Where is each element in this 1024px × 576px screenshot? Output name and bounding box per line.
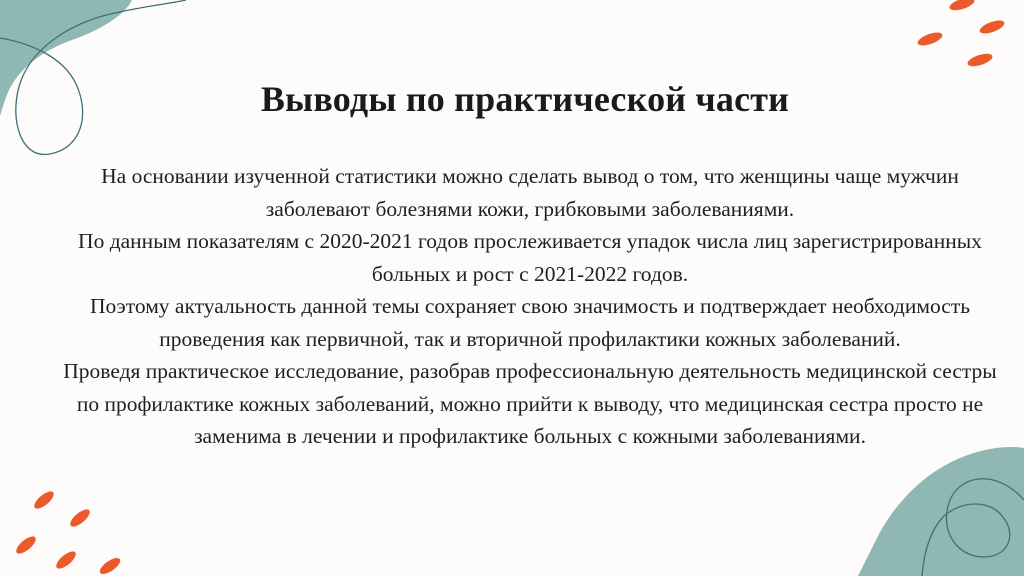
paragraph-relevance: Поэтому актуальность данной темы сохраняет свою значимость и подтверждает необходимость проведения как первичной, так и вторичной профилактики кожных заболеваний. <box>89 294 971 351</box>
accent-dash <box>97 555 122 576</box>
accent-dash <box>14 533 39 556</box>
bottom-right-blob <box>858 447 1024 576</box>
top-right-accent-dashes <box>916 0 1006 69</box>
accent-dash <box>978 18 1006 36</box>
slide-body <box>60 160 1000 453</box>
slide-title: Выводы по практической части <box>260 79 790 119</box>
accent-dash <box>916 30 944 48</box>
bottom-left-accent-dashes <box>14 488 123 576</box>
accent-dash <box>32 488 57 511</box>
accent-dash <box>966 51 994 69</box>
accent-dash <box>68 506 93 529</box>
paragraph-nurse-role: Проведя практическое исследование, разобрав профессиональную деятельность медицинской сестры по профилактике кожных заболеваний, можно прийти к выводу, что медицинская сестра просто не заменима в лечении и профилактике больных с кожными заболеваниями. <box>63 359 997 448</box>
paragraph-trend: По данным показателям с 2020-2021 годов прослеживается упадок числа лиц зарегистрированных больных и рост с 2021-2022 годов. <box>78 229 982 286</box>
accent-dash <box>54 548 79 571</box>
accent-dash <box>948 0 976 13</box>
paragraph-statistics-conclusion: На основании изученной статистики можно сделать вывод о том, что женщины чаще мужчин заболевают болезнями кожи, грибковыми заболеваниями. <box>101 164 959 221</box>
